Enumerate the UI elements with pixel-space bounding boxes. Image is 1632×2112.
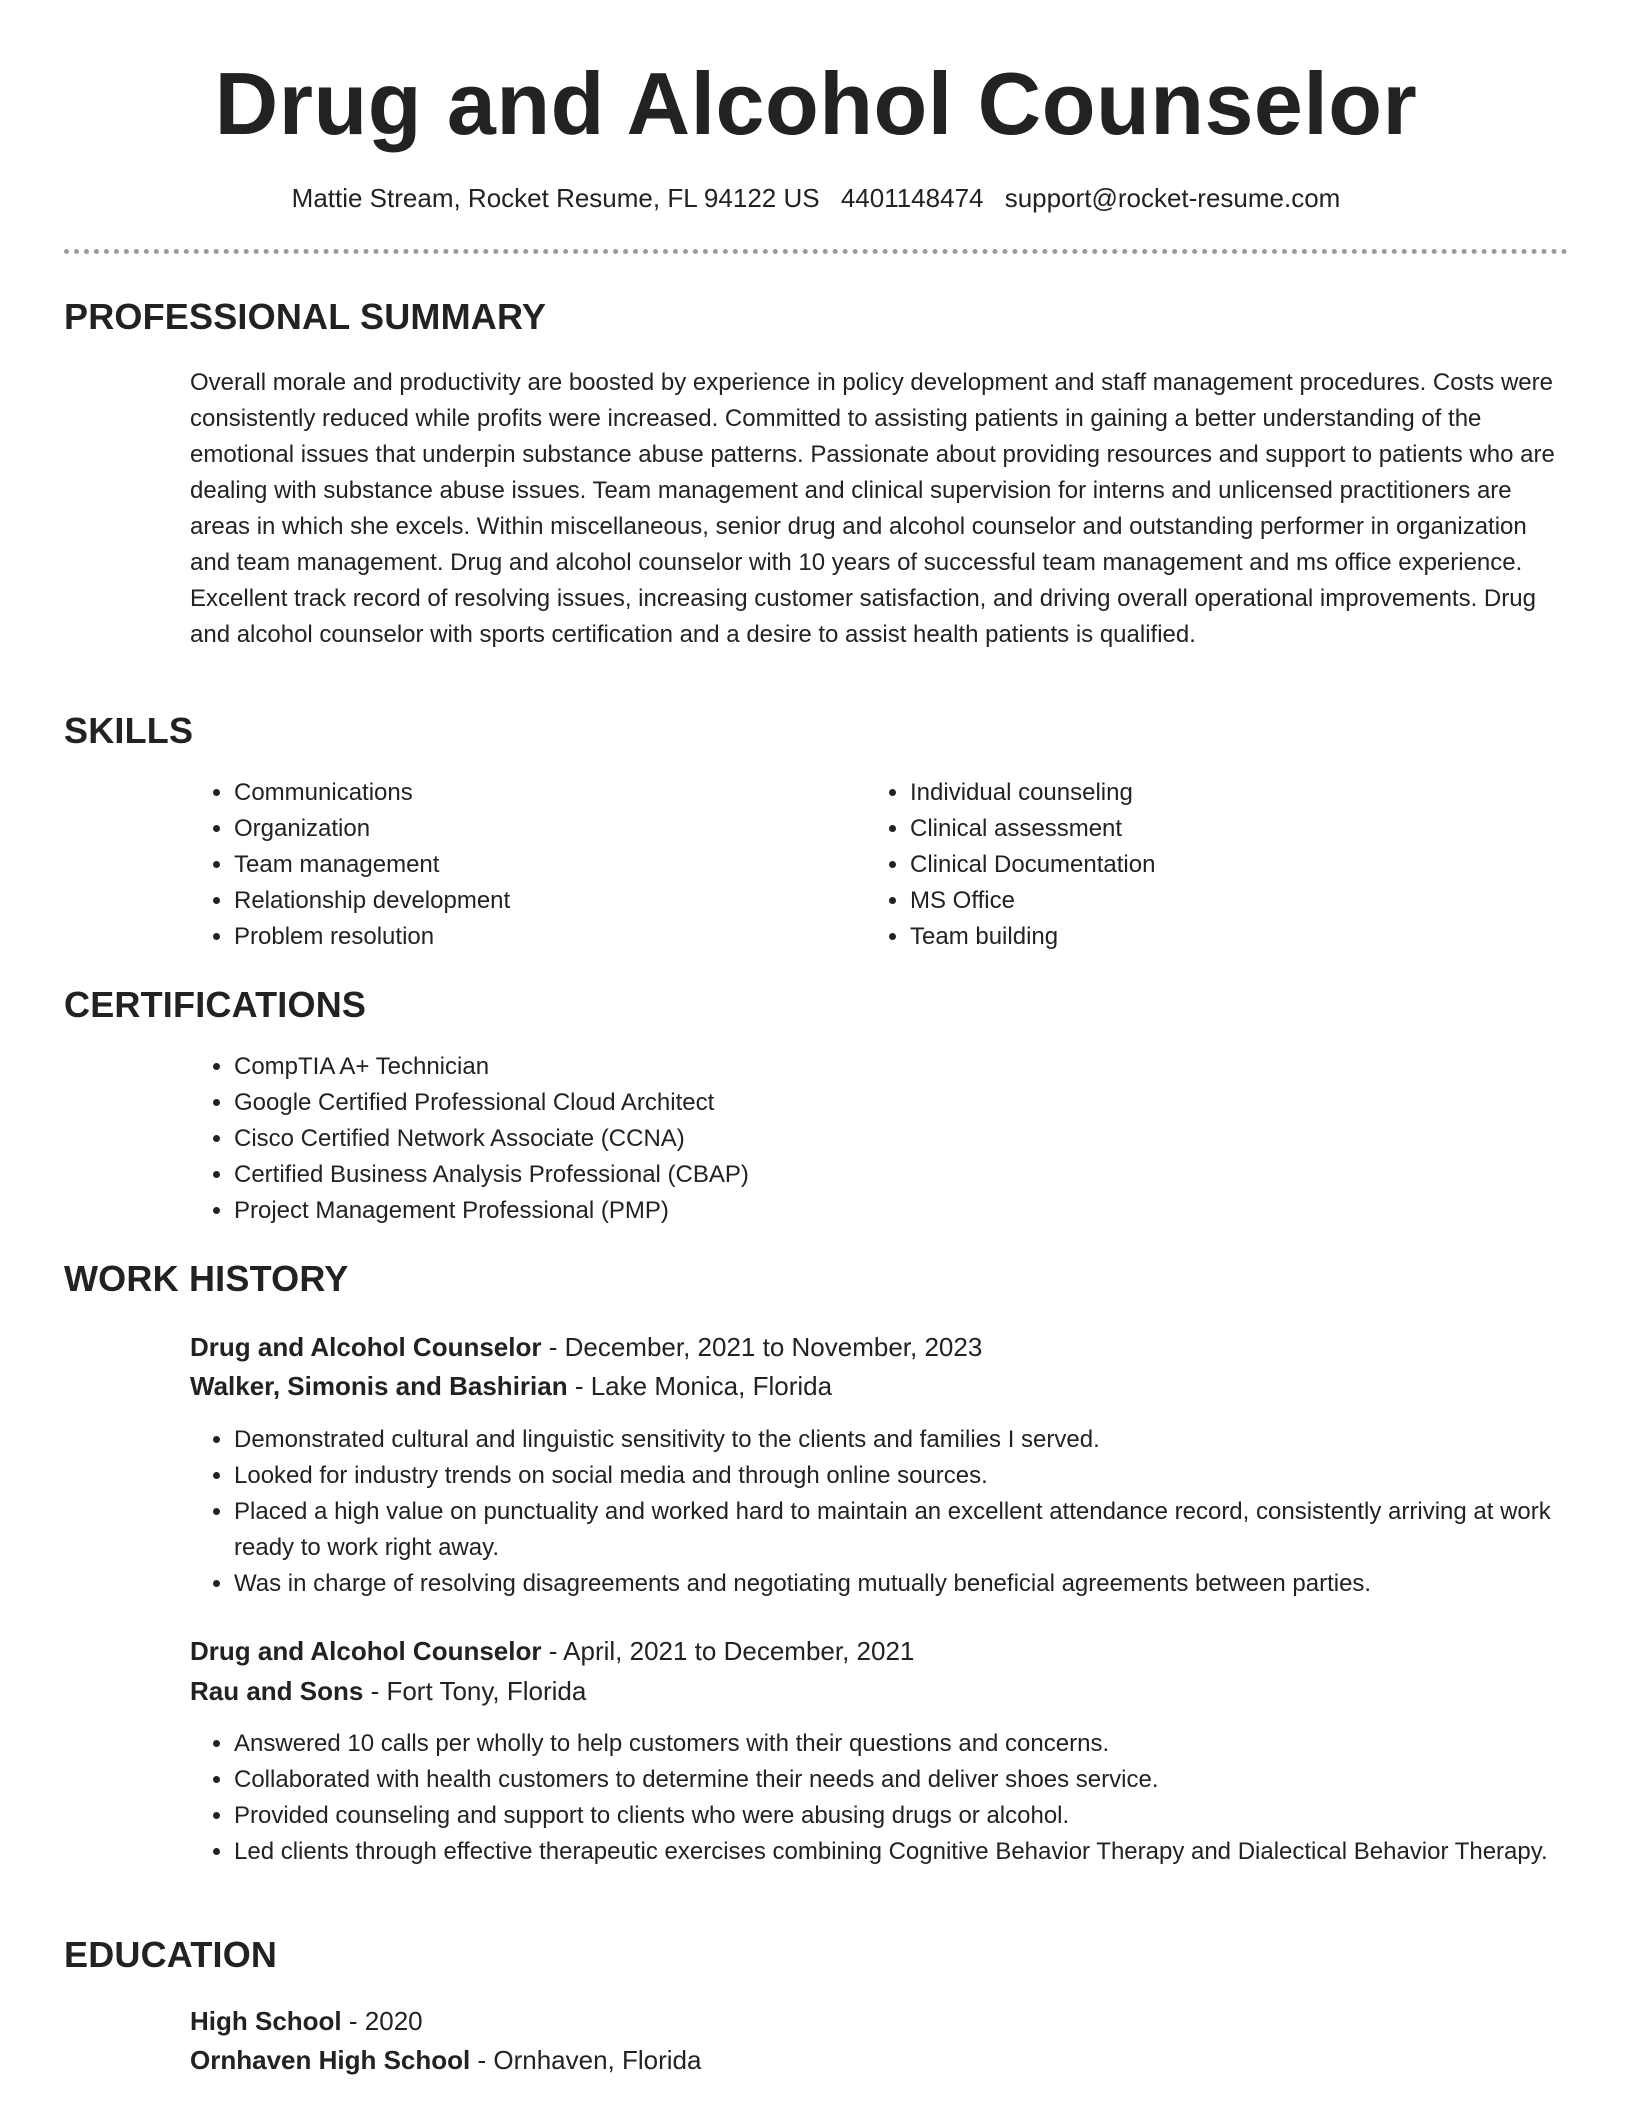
job-bullet: • Led clients through effective therapeutic exercises combining Cognitive Behavior Therapy and Dialectical Behavior Therapy.: [234, 1834, 1572, 1870]
education-year: - 2020: [341, 2006, 423, 2036]
job-bullet: • Demonstrated cultural and linguistic sensitivity to the clients and families I served.: [234, 1422, 1572, 1458]
job-bullet: • Looked for industry trends on social media and through online sources.: [234, 1458, 1572, 1494]
skill-item: • Communications: [234, 775, 854, 811]
skill-item: • Individual counseling: [910, 775, 1530, 811]
job-company: Rau and Sons: [190, 1676, 364, 1706]
resume-name-heading: Drug and Alcohol Counselor: [214, 54, 1418, 153]
skill-item: • Organization: [234, 811, 854, 847]
job-role: Drug and Alcohol Counselor: [190, 1636, 542, 1666]
skill-item: • Clinical assessment: [910, 811, 1530, 847]
section-title-skills: SKILLS: [64, 710, 194, 751]
header-divider: [64, 249, 1568, 254]
summary-text: Overall morale and productivity are boosted by experience in policy development and staff management procedures. Costs were consistently reduced while profits were increased. Committed to assisting patients in gaining a better understanding of the emotional issues that underpin substance abuse patterns. Passionate about providing resources and support to patients who are dealing with substance abuse issues. Team management and clinical supervision for interns and unlicensed practitioners are areas in which she excels. Within miscellaneous, senior drug and alcohol counselor and outstanding performer in organization and team management. Drug and alcohol counselor with 10 years of successful team management and ms office experience. Excellent track record of resolving issues, increasing customer satisfaction, and driving overall operational improvements. Drug and alcohol counselor with sports certification and a desire to assist health patients is qualified.: [190, 369, 1555, 648]
education-school: Ornhaven High School: [190, 2045, 471, 2075]
job-company: Walker, Simonis and Bashirian: [190, 1371, 568, 1401]
job-bullets: [190, 1422, 1572, 1602]
job-title-line: [190, 1328, 982, 1366]
job-bullet: • Answered 10 calls per wholly to help customers with their questions and concerns.: [234, 1726, 1572, 1762]
job-bullets: [190, 1726, 1572, 1870]
job-bullet: • Provided counseling and support to clients who were abusing drugs or alcohol.: [234, 1798, 1572, 1834]
job-location: - Fort Tony, Florida: [363, 1676, 587, 1706]
contact-phone: 4401148474: [840, 183, 984, 213]
job-bullet: • Was in charge of resolving disagreements and negotiating mutually beneficial agreements between parties.: [234, 1566, 1572, 1602]
section-title-education: EDUCATION: [64, 1934, 278, 1975]
skills-list-right: [866, 775, 1530, 955]
job-dates: - April, 2021 to December, 2021: [541, 1636, 915, 1666]
certifications-list: [190, 1049, 1534, 1229]
job-company-line: [190, 1367, 832, 1405]
education-degree-line: [190, 2002, 423, 2040]
job-title-line: [190, 1632, 914, 1670]
education-degree: High School: [190, 2006, 342, 2036]
skill-item: • Team building: [910, 919, 1530, 955]
education-school-line: [190, 2041, 701, 2079]
skill-item: • MS Office: [910, 883, 1530, 919]
education-location: - Ornhaven, Florida: [470, 2045, 702, 2075]
certification-item: • CompTIA A+ Technician: [234, 1049, 1534, 1085]
skill-item: • Relationship development: [234, 883, 854, 919]
section-title-work-history: WORK HISTORY: [64, 1258, 349, 1299]
skill-item: • Problem resolution: [234, 919, 854, 955]
job-bullet: • Placed a high value on punctuality and worked hard to maintain an excellent attendance record, consistently arriving at work ready to work right away.: [234, 1494, 1572, 1566]
contact-email: support@rocket-resume.com: [1004, 183, 1341, 213]
certification-item: • Certified Business Analysis Professional (CBAP): [234, 1157, 1534, 1193]
section-title-summary: PROFESSIONAL SUMMARY: [64, 296, 547, 337]
certification-item: • Project Management Professional (PMP): [234, 1193, 1534, 1229]
contact-line: [0, 180, 1632, 216]
contact-address: Mattie Stream, Rocket Resume, FL 94122 US: [291, 183, 820, 213]
skills-list-left: [190, 775, 854, 955]
job-location: - Lake Monica, Florida: [567, 1371, 833, 1401]
certification-item: • Cisco Certified Network Associate (CCNA): [234, 1121, 1534, 1157]
job-dates: - December, 2021 to November, 2023: [541, 1332, 983, 1362]
certification-item: • Google Certified Professional Cloud Architect: [234, 1085, 1534, 1121]
skill-item: • Team management: [234, 847, 854, 883]
job-company-line: [190, 1672, 586, 1710]
job-role: Drug and Alcohol Counselor: [190, 1332, 542, 1362]
job-bullet: • Collaborated with health customers to determine their needs and deliver shoes service.: [234, 1762, 1572, 1798]
skill-item: • Clinical Documentation: [910, 847, 1530, 883]
section-title-certifications: CERTIFICATIONS: [64, 984, 367, 1025]
